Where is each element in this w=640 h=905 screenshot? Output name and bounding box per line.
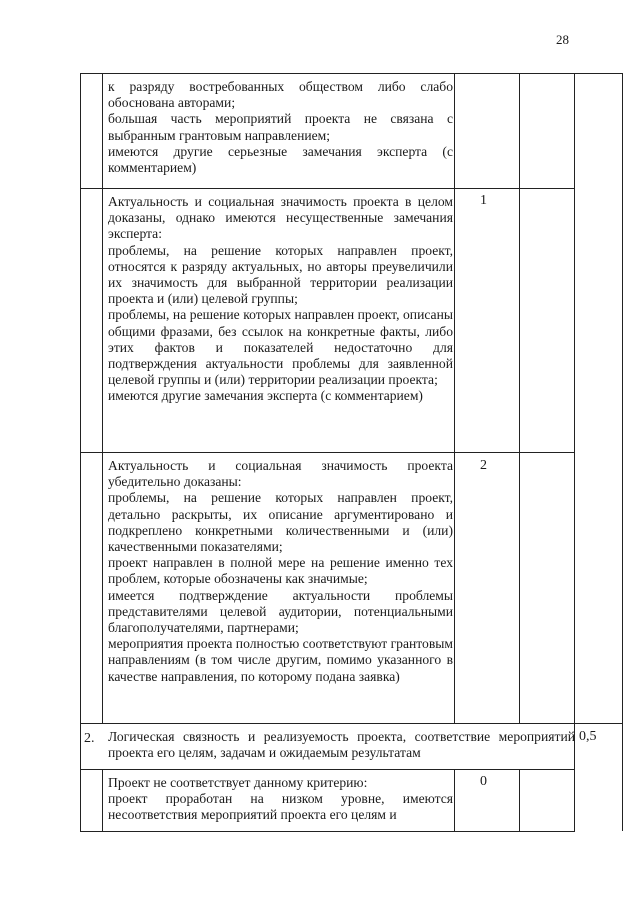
row-divider bbox=[80, 188, 575, 189]
column-divider bbox=[454, 73, 455, 723]
column-divider bbox=[519, 769, 520, 831]
score-value: 0 bbox=[480, 774, 487, 789]
column-divider bbox=[102, 769, 103, 831]
criteria-table bbox=[80, 73, 623, 831]
criterion-description: Проект не соответствует данному критерию: проект проработан на низком уровне, имеются несоответствия мероприятий проекта его целям и bbox=[108, 775, 453, 823]
column-divider bbox=[102, 73, 103, 723]
criterion-title: Логическая связность и реализуемость проекта, соответствие мероприятий проекта его целям, задачам и ожидаемым результатам bbox=[108, 729, 575, 761]
row-divider bbox=[80, 452, 575, 453]
criterion-description: Актуальность и социальная значимость проекта в целом доказаны, однако имеются несущественные замечания эксперта: проблемы, на решение которых направлен проект, относятся к разряду актуальных, но авторы преувеличили их значимость для выбранной территории реализации проекта и (или) целевой группы; проблемы, на решение которых направлен проект, описаны общими фразами, без ссылок на конкретные факты, либо этих фактов и показателей недостаточно для подтверждения актуальности проблемы для заявленной целевой группы и (или) территории реализации проекта; имеются другие замечания эксперта (с комментарием) bbox=[108, 194, 453, 404]
score-value: 1 bbox=[480, 193, 487, 208]
row-divider bbox=[80, 769, 575, 770]
score-value: 2 bbox=[480, 458, 487, 473]
column-divider bbox=[519, 73, 520, 723]
criterion-weight: 0,5 bbox=[579, 729, 597, 744]
table-border-top bbox=[80, 73, 623, 74]
row-divider bbox=[80, 723, 623, 724]
criterion-number: 2. bbox=[84, 731, 95, 746]
table-border-bottom bbox=[80, 831, 575, 832]
criterion-description: к разряду востребованных обществом либо слабо обоснована авторами; большая часть мероприятий проекта не связана с выбранным грантовым направлением; имеются другие серьезные замечания эксперта (с комментарием) bbox=[108, 79, 453, 176]
table-border-right bbox=[622, 73, 623, 831]
page-number: 28 bbox=[556, 32, 569, 47]
column-divider bbox=[454, 769, 455, 831]
criterion-description: Актуальность и социальная значимость проекта убедительно доказаны: проблемы, на решение которых направлен проект, детально раскрыты, их описание аргументировано и подкреплено конкретными количественными и (или) качественными показателями; проект направлен в полной мере на решение именно тех проблем, которые обозначены как значимые; имеется подтверждение актуальности проблемы представителями целевой аудитории, потенциальными благополучателями, партнерами; мероприятия проекта полностью соответствуют грантовым направлениям (в том числе другим, помимо указанного в качестве направления, по которому подана заявка) bbox=[108, 458, 453, 684]
